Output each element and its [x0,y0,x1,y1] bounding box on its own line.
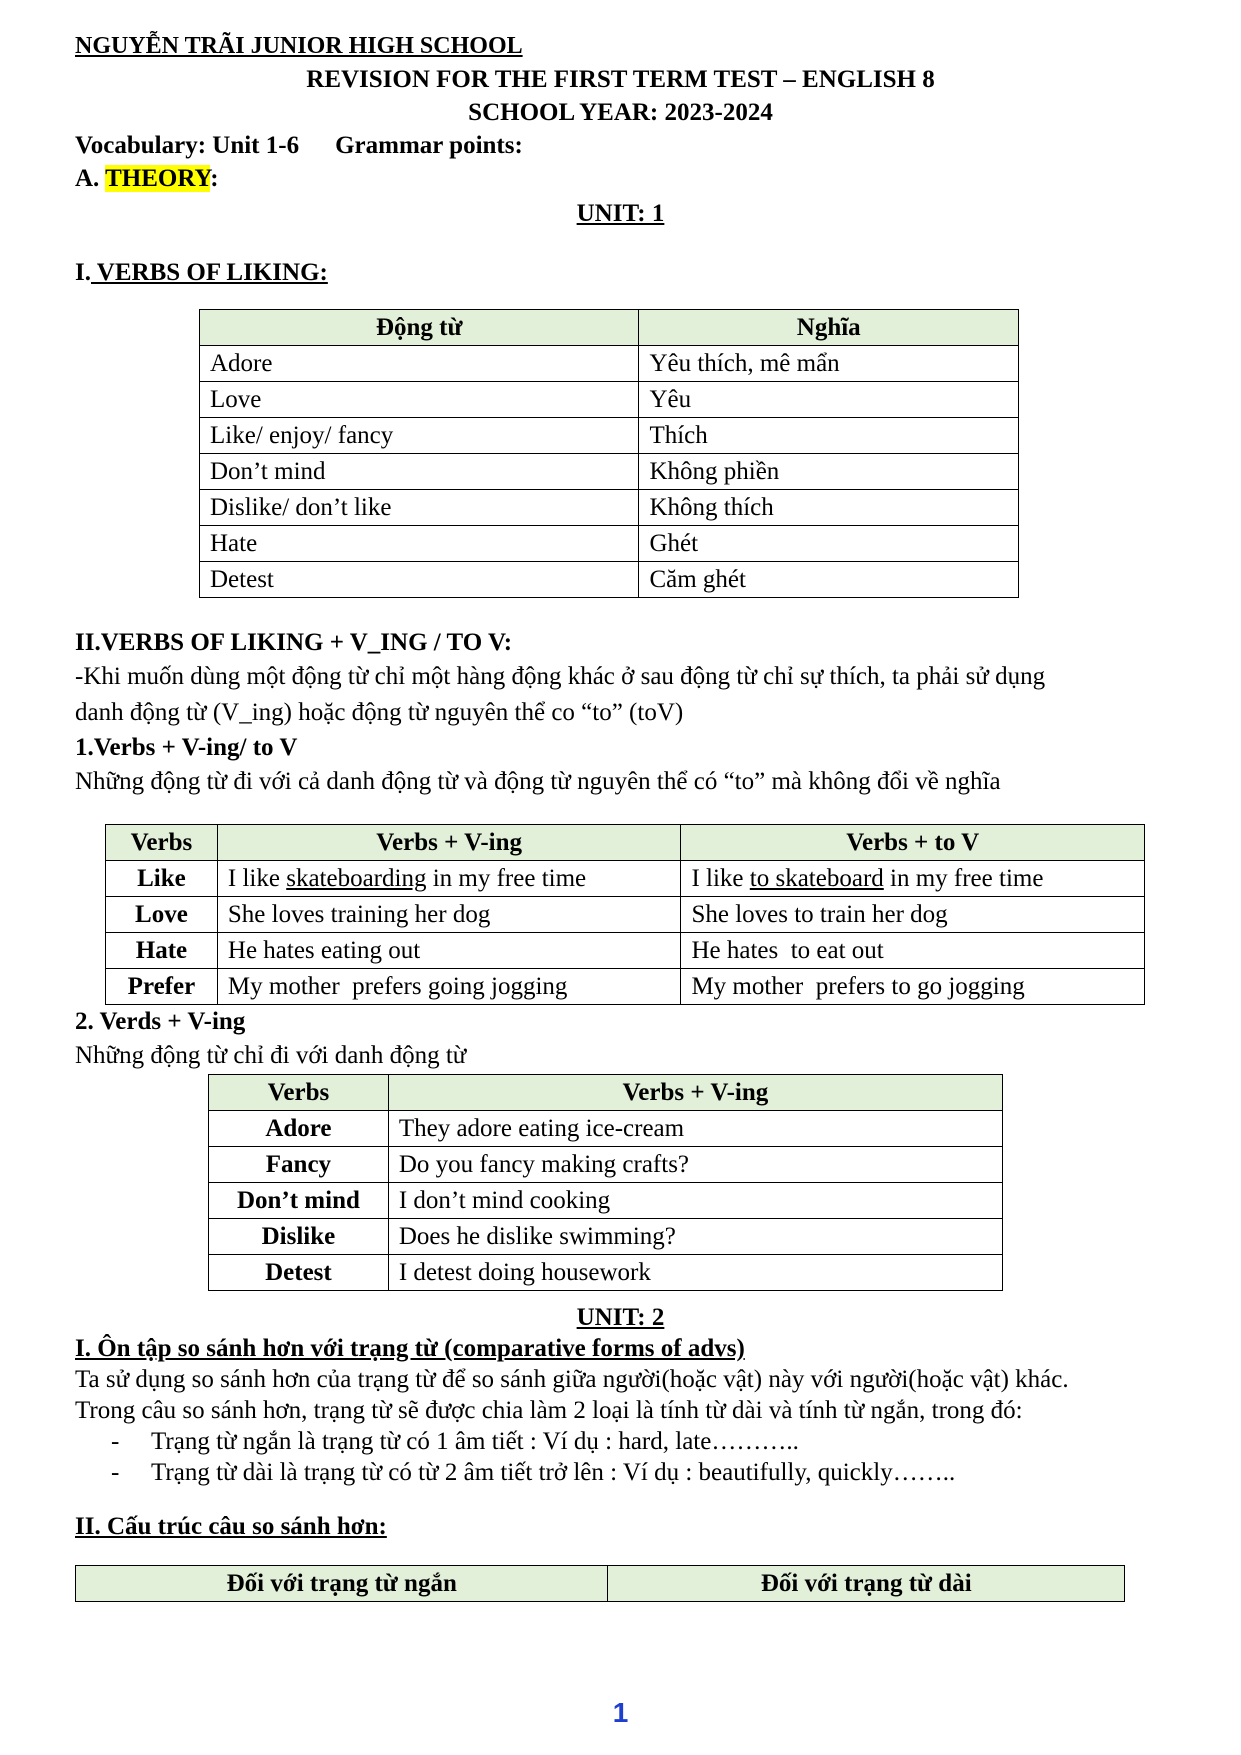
table-row [200,346,1019,382]
table-row [200,382,1019,418]
table-header-row [209,1075,1003,1111]
comparative-structure-table [75,1565,1125,1602]
cell: Dislike/ don’t like [200,490,639,526]
cell: I detest doing housework [388,1255,1002,1291]
col-header: Đối với trạng từ ngắn [76,1566,608,1602]
cell: Does he dislike swimming? [388,1219,1002,1255]
table-row [200,418,1019,454]
cell: They adore eating ice-cream [388,1111,1002,1147]
table-row [106,933,1145,969]
school-name: NGUYỄN TRÃI JUNIOR HIGH SCHOOL [75,33,523,59]
text-run: in my free time [426,865,587,892]
underlined-run: to skateboard [749,865,884,892]
vocab-line [75,129,1166,162]
cell: Không thích [639,490,1019,526]
cell: Love [200,382,639,418]
verb-cell: Fancy [209,1147,389,1183]
verb-cell: Detest [209,1255,389,1291]
col-header: Verbs + to V [681,825,1145,861]
bullet-marker: - [111,1459,120,1486]
unit2-sec1-heading: I. Ôn tập so sánh hơn với trạng từ (comparative forms of advs) [75,1335,745,1362]
unit1-sec1-heading [75,256,1166,289]
sec1-title: VERBS OF LIKING: [90,259,328,286]
unit1-sec2-heading: II.VERBS OF LIKING + V_ING / TO V: [75,629,513,656]
theory-word: THEORY [105,165,211,192]
table-row [209,1147,1003,1183]
list-item [75,1457,1166,1488]
sub2-heading: 2. Verds + V-ing [75,1008,246,1035]
table-row [200,490,1019,526]
table-row [106,897,1145,933]
table-row [200,526,1019,562]
list-item [75,1426,1166,1457]
theory-heading [75,162,1166,195]
cell: He hates to eat out [681,933,1145,969]
verb-cell: Don’t mind [209,1183,389,1219]
cell: Adore [200,346,639,382]
table-row [209,1111,1003,1147]
col-header: Verbs [106,825,218,861]
school-year: SCHOOL YEAR: 2023-2024 [468,99,773,126]
cell: Like/ enjoy/ fancy [200,418,639,454]
verb-cell: Adore [209,1111,389,1147]
unit2-sec2-heading: II. Cấu trúc câu so sánh hơn: [75,1513,387,1540]
table-header-row [106,825,1145,861]
theory-suffix: : [210,165,219,192]
cell: My mother prefers going jogging [217,969,681,1005]
table-row [200,454,1019,490]
verb-cell: Prefer [106,969,218,1005]
paragraph: Những động từ đi với cả danh động từ và động từ nguyên thể có “to” mà không đổi về nghĩa [75,768,1001,795]
page-number: 1 [612,1697,629,1728]
cell: Don’t mind [200,454,639,490]
cell: Detest [200,562,639,598]
cell [681,861,1145,897]
table-row [200,562,1019,598]
table-row [106,861,1145,897]
col-header: Đối với trạng từ dài [608,1566,1125,1602]
verb-cell: Dislike [209,1219,389,1255]
cell: He hates eating out [217,933,681,969]
col-header: Động từ [200,310,639,346]
unit1-title: UNIT: 1 [576,200,665,227]
cell: My mother prefers to go jogging [681,969,1145,1005]
vocab-text: Vocabulary: Unit 1-6 [75,132,300,159]
cell: She loves training her dog [217,897,681,933]
paragraph: Những động từ chỉ đi với danh động từ [75,1042,467,1069]
text-run: in my free time [883,865,1044,892]
cell: Hate [200,526,639,562]
paragraph: Ta sử dụng so sánh hơn của trạng từ để so sánh giữa người(hoặc vật) này với người(hoặc vật) khác. [75,1366,1069,1393]
paragraph: -Khi muốn dùng một động từ chỉ một hàng động khác ở sau động từ chỉ sự thích, ta phải sử dụng [75,663,1046,690]
unit2-title: UNIT: 2 [576,1304,665,1331]
list-item-text: Trạng từ dài là trạng từ có từ 2 âm tiết trở lên : Ví dụ : beautifully, quickly…….. [151,1459,956,1486]
cell: Ghét [639,526,1019,562]
cell: She loves to train her dog [681,897,1145,933]
list-item-text: Trạng từ ngắn là trạng từ có 1 âm tiết : Ví dụ : hard, late……….. [151,1428,799,1455]
cell: Không phiền [639,454,1019,490]
verb-cell: Like [106,861,218,897]
cell: Yêu [639,382,1019,418]
cell: Thích [639,418,1019,454]
cell: Căm ghét [639,562,1019,598]
text-run: I like [227,865,287,892]
col-header: Verbs + V-ing [217,825,681,861]
underlined-run: skateboarding [286,865,427,892]
cell [217,861,681,897]
cell: Do you fancy making crafts? [388,1147,1002,1183]
table-row [209,1255,1003,1291]
col-header: Nghĩa [639,310,1019,346]
verb-cell: Hate [106,933,218,969]
table-header-row [76,1566,1125,1602]
grammar-text: Grammar points: [335,132,523,159]
cell: Yêu thích, mê mẩn [639,346,1019,382]
sub1-heading: 1.Verbs + V-ing/ to V [75,734,298,761]
verbs-ing-only-table [208,1074,1003,1291]
table-row [209,1219,1003,1255]
col-header: Verbs + V-ing [388,1075,1002,1111]
verbs-of-liking-table [199,309,1019,598]
col-header: Verbs [209,1075,389,1111]
bullet-list [75,1426,1166,1488]
sec1-prefix: I. [75,259,91,286]
text-run: I like [691,865,750,892]
table-header-row [200,310,1019,346]
verbs-ing-to-v-table [105,824,1145,1005]
paragraph: Trong câu so sánh hơn, trạng từ sẽ được chia làm 2 loại là tính từ dài và tính từ ngắn, trong đó: [75,1397,1023,1424]
table-row [209,1183,1003,1219]
paragraph: danh động từ (V_ing) hoặc động từ nguyên thể co “to” (toV) [75,699,684,726]
theory-prefix: A. [75,165,106,192]
table-row [106,969,1145,1005]
cell: I don’t mind cooking [388,1183,1002,1219]
bullet-marker: - [111,1428,120,1455]
verb-cell: Love [106,897,218,933]
doc-title: REVISION FOR THE FIRST TERM TEST – ENGLISH 8 [306,66,935,93]
